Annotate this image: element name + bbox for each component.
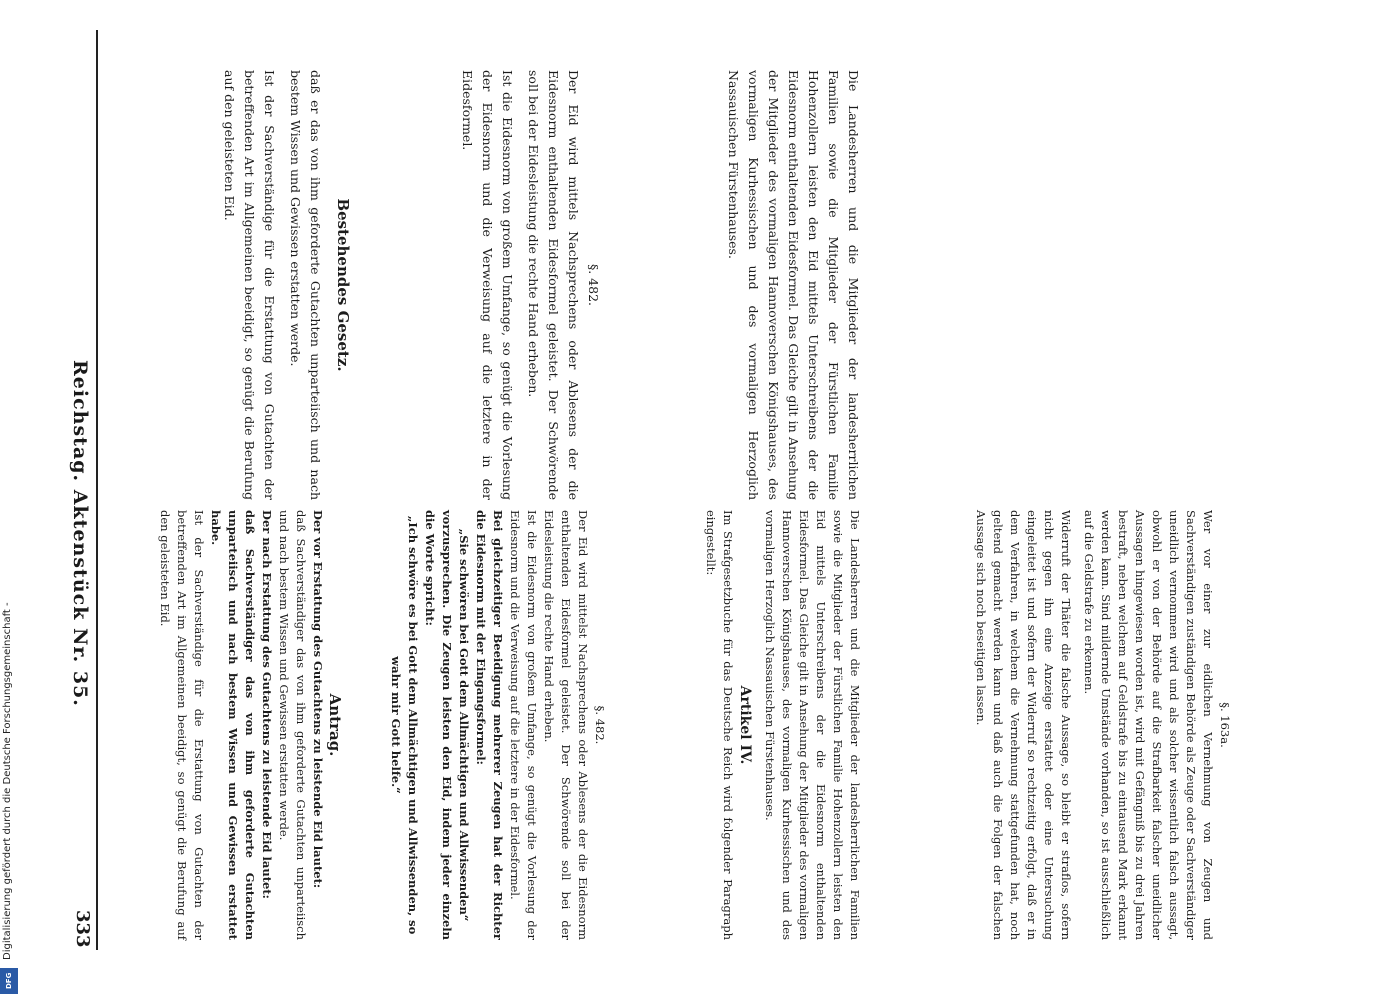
dfg-logo: DFG — [0, 968, 18, 994]
right-h1: Der vor Erstattung des Gutachtens zu leistende Eid lautet: — [311, 510, 325, 889]
digitization-credit: Digitalisierung gefördert durch die Deutsche Forschungsgemeinschaft - — [2, 602, 13, 960]
right-p12: Wer vor einer zur eidlichen Vernehmung von Zeugen und Sachverständigen zuständigen Behörde als Zeuge oder Sachverständiger uneidlich vernommen wird und als solcher wissentlich falsch aussagt, obwohl er von der Behörde auf die Strafbarkeit falscher uneidlicher Aussagen hingewiesen worden ist, wird mit Gefängniß bis zu drei Jahren bestraft, neben welchem auf Geldstrafe bis zu eintausend Mark erkannt werden kann. Sind mildernde Umstände vorhanden, so ist ausschließlich auf die Geldstrafe zu erkennen. — [1082, 510, 1215, 940]
right-p6: Bei gleichzeitiger Beeidigung mehrerer Zeugen hat der Richter die Eidesnorm mit der Eingangsformel: — [474, 510, 505, 940]
left-p2: Ist der Sachverständige für die Erstattung von Gutachten der betreffenden Art im Allgemeinen beeidigt, so genügt die Berufung auf den geleisteten Eid. — [222, 70, 277, 500]
left-column-bottom — [623, 70, 863, 500]
page-number: 333 — [72, 910, 93, 948]
left-section-482: §. 482. — [586, 263, 601, 307]
running-head: Reichstag. Aktenstück Nr. 35. — [69, 360, 91, 707]
right-artikel: Artikel IV. — [737, 685, 753, 765]
left-p1: daß er das von ihm geforderte Gutachten unparteiisch und nach bestem Wissen und Gewissen erstatten werde. — [288, 70, 323, 500]
right-column-482 — [348, 510, 608, 940]
left-column-482 — [373, 70, 603, 500]
right-column-bottom — [868, 510, 1233, 940]
right-p13: Widerruft der Thäter die falsche Aussage, so bleibt er straflos, sofern nicht gegen ihn eine Anzeige erstattet oder eine Untersuchung eingeleitet ist und sofern der Widerruf so rechtzeitig erfolgt, daß er in dem Verfahren, in welchem die Vernehmung stattgefunden hat, noch geltend gemacht werden kann und daß auch die Folgen der falschen Aussage sich noch beseitigen lassen. — [974, 510, 1073, 940]
right-p5: Ist die Eidesnorm von großem Umfange, so genügt die Vorlesung der Eidesnorm und die Verweisung auf die letztere in der Eidesformel. — [508, 510, 539, 940]
right-p3: Ist der Sachverständige für die Erstattung von Gutachten der betreffenden Art im Allgemeinen beeidigt, so genügt die Berufung auf den geleisteten Eid. — [158, 510, 206, 940]
right-p2: daß Sachverständiger das von ihm geforderte Gutachten unparteiisch und nach bestem Wissen und Gewissen erstattet habe. — [209, 510, 257, 940]
right-p8: vorzusprechen. Die Zeugen leisten den Eid, indem jeder einzeln die Worte spricht: — [423, 510, 454, 940]
right-p9: „Ich schwöre es bei Gott dem Allmächtigen und Allwissenden, so wahr mir Gott helfe.“ — [389, 515, 420, 935]
left-p4: Ist die Eidesnorm von großem Umfange, so genügt die Vorlesung der Eidesnorm und die Verweisung auf die letztere in der Eidesformel. — [460, 70, 515, 500]
right-p11: Im Strafgesetzbuche für das Deutsche Reich wird folgender Paragraph eingestellt: — [704, 510, 735, 940]
right-column-p10 — [613, 510, 863, 940]
right-section-163a: §. 163a. — [1218, 702, 1232, 748]
right-section-482: §. 482. — [593, 705, 607, 745]
left-column-top — [123, 70, 353, 500]
right-p7: „Sie schwören bei Gott dem Allmächtigen und Allwissenden“ — [457, 528, 471, 922]
left-p3: Der Eid wird mittels Nachsprechens oder Ablesens der die Eidesnorm enthaltenden Eidesformel geleistet. Der Schwörende soll bei der Eidesleistung die rechte Hand erheben. — [526, 70, 581, 500]
right-p1: daß Sachverständiger das von ihm geforderte Gutachten unparteiisch und nach bestem Wissen und Gewissen erstatten werde. — [277, 510, 308, 940]
right-column-top — [103, 510, 343, 940]
right-column-title: Antrag. — [326, 693, 344, 757]
right-p4: Der Eid wird mittelst Nachsprechens oder Ablesens der die Eidesnorm enthaltenden Eidesformel geleistet. Der Schwörende soll bei der Eidesleistung die rechte Hand erheben. — [542, 510, 590, 940]
header-rule — [96, 30, 98, 950]
right-p10: Die Landesherren und die Mitglieder der landesherrlichen Familien sowie die Mitglieder der Fürstlichen Familie Hohenzollern leisten den Eid mittels Unterschreibens der die Eidesnorm enthaltenden Eidesformel. Das Gleiche gilt in Ansehung der Mitglieder des vormaligen Hannoverschen Königshauses, des vormaligen Kurhessischen und des vormaligen Herzoglich Nassauischen Fürstenhauses. — [763, 510, 862, 940]
right-h2: Der nach Erstattung des Gutachtens zu leistende Eid lautet: — [260, 510, 274, 899]
left-column-title: Bestehendes Gesetz. — [334, 198, 352, 372]
left-p5: Die Landesherren und die Mitglieder der landesherrlichen Familien sowie die Mitglieder der Fürstlichen Familie Hohenzollern leisten den Eid mittels Unterschreibens der die Eidesnorm enthaltenden Eidesformel. Das Gleiche gilt in Ansehung der Mitglieder des vormaligen Hannoverschen Königshauses, des vormaligen Kurhessischen und des vormaligen Herzoglich Nassauischen Fürstenhauses. — [726, 70, 861, 500]
